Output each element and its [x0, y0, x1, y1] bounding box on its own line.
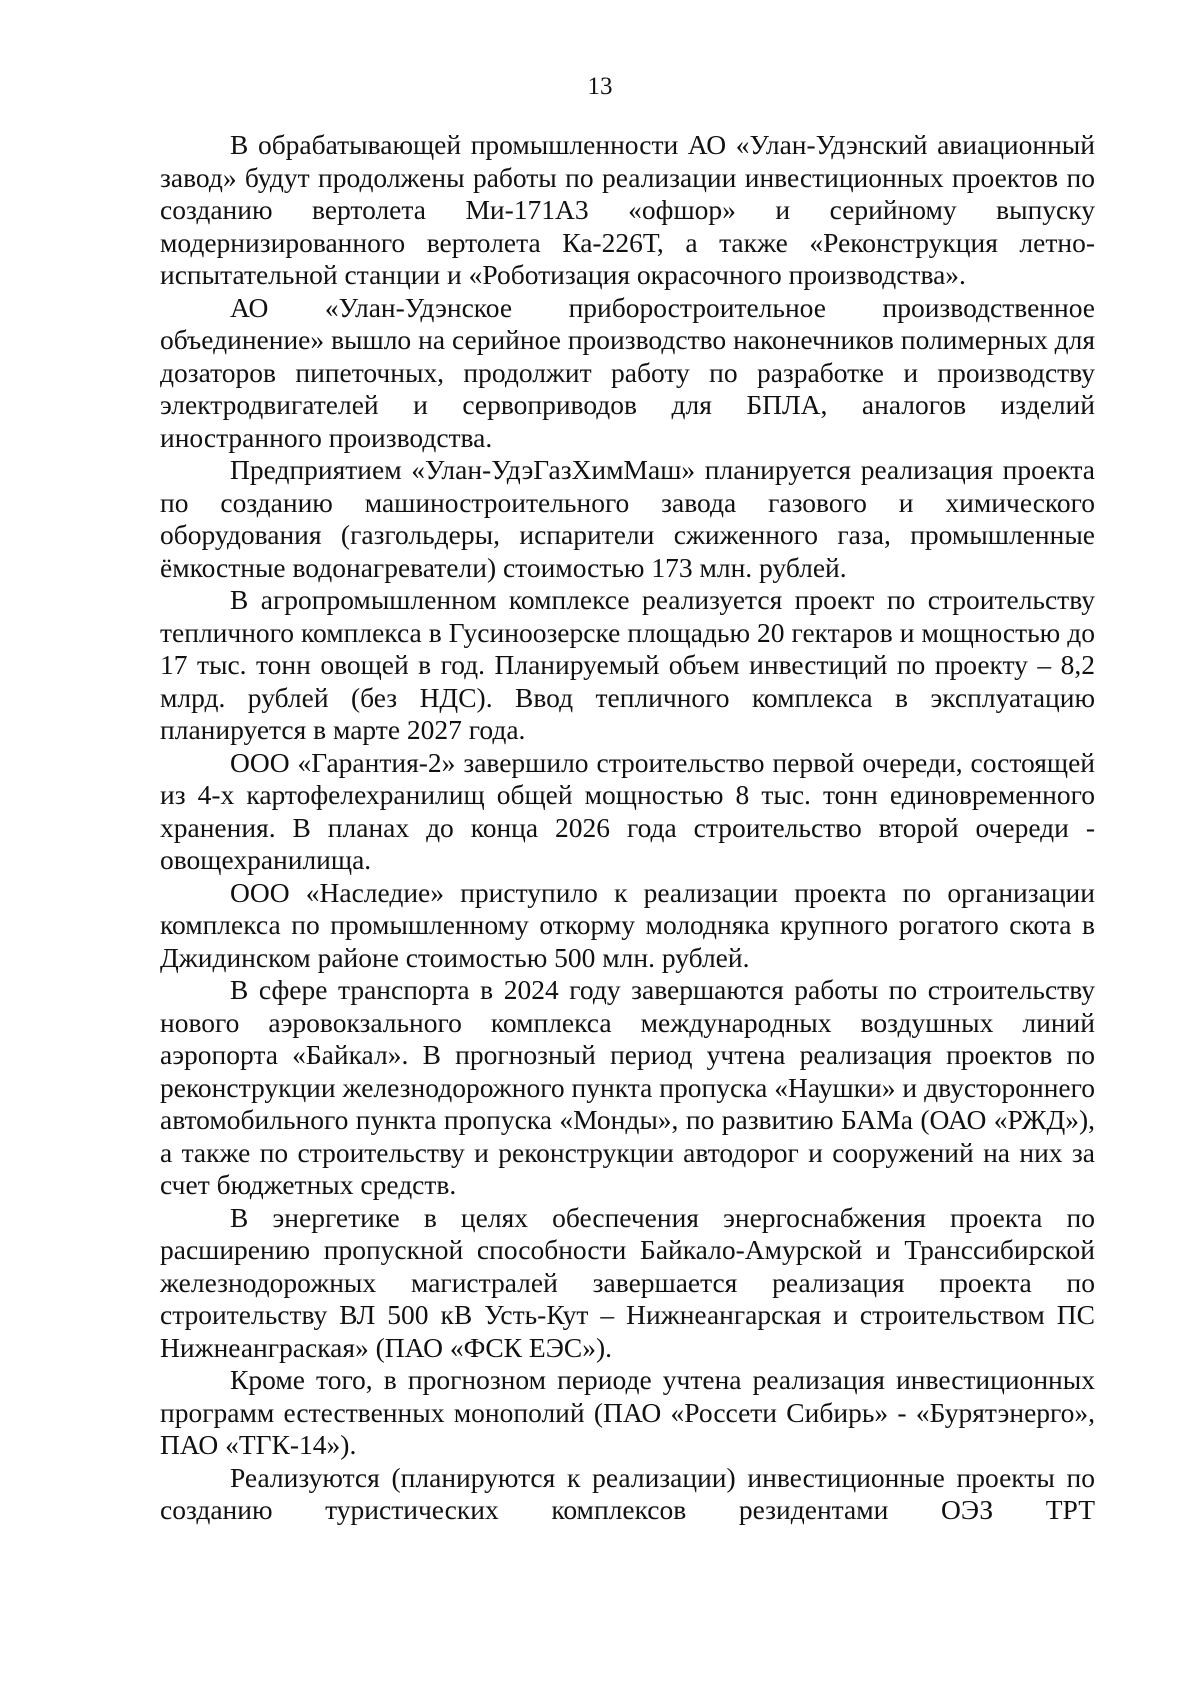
document-body — [160, 129, 1095, 1527]
paragraph-instrument-plant: АО «Улан-Удэнское приборостроительное производственное объединение» вышло на серийное производство наконечников полимерных для дозаторов пипеточных, продолжит работу по разработке и производству электродвигателей и сервоприводов для БПЛА, аналогов изделий иностранного производства. — [160, 291, 1095, 453]
paragraph-gas-chemical-machinery: Предприятием «Улан-УдэГазХимМаш» планируется реализация проекта по созданию машиностроительного завода газового и химического оборудования (газгольдеры, испарители сжиженного газа, промышленные ёмкостные водонагреватели) стоимостью 173 млн. рублей. — [160, 454, 1095, 583]
paragraph-potato-storage: ООО «Гарантия-2» завершило строительство первой очереди, состоящей из 4-х картофелехранилищ общей мощностью 8 тыс. тонн единовременного хранения. В планах до конца 2026 года строительство второй очереди - овощехранилища. — [160, 746, 1095, 875]
paragraph-agro-greenhouse: В агропромышленном комплексе реализуется проект по строительству тепличного комплекса в Гусиноозерске площадью 20 гектаров и мощностью до 17 тыс. тонн овощей в год. Планируемый объем инвестиций по проекту – 8,2 млрд. рублей (без НДС). Ввод тепличного комплекса в эксплуатацию планируется в марте 2027 года. — [160, 584, 1095, 745]
paragraph-monopolies: Кроме того, в прогнозном периоде учтена реализация инвестиционных программ естественных монополий (ПАО «Россети Сибирь» - «Бурятэнерго», ПАО «ТГК-14»). — [160, 1364, 1095, 1460]
paragraph-tourism: Реализуются (планируются к реализации) инвестиционные проекты по созданию туристических комплексов резидентами ОЭЗ ТРТ — [160, 1461, 1095, 1525]
paragraph-transport: В сфере транспорта в 2024 году завершаются работы по строительству нового аэровокзального комплекса международных воздушных линий аэропорта «Байкал». В прогнозный период учтена реализация проектов по реконструкции железнодорожного пункта пропуска «Наушки» и двустороннего автомобильного пункта пропуска «Монды», по развитию БАМа (ОАО «РЖД»), а также по строительству и реконструкции автодорог и сооружений на них за счет бюджетных средств. — [160, 974, 1095, 1200]
paragraph-aviation-plant: В обрабатывающей промышленности АО «Улан-Удэнский авиационный завод» будут продолжены работы по реализации инвестиционных проектов по созданию вертолета Ми-171А3 «офшор» и серийному выпуску модернизированного вертолета Ка-226Т, а также «Реконструкция летно-испытательной станции и «Роботизация окрасочного производства». — [160, 129, 1095, 290]
page-number: 13 — [587, 73, 613, 100]
paragraph-energy: В энергетике в целях обеспечения энергоснабжения проекта по расширению пропускной способности Байкало-Амурской и Транссибирской железнодорожных магистралей завершается реализация проекта по строительству ВЛ 500 кВ Усть-Кут – Нижнеангарская и строительством ПС Нижнеанграская» (ПАО «ФСК ЕЭС»). — [160, 1201, 1095, 1363]
paragraph-cattle-complex: ООО «Наследие» приступило к реализации проекта по организации комплекса по промышленному откорму молодняка крупного рогатого скота в Джидинском районе стоимостью 500 млн. рублей. — [160, 876, 1095, 973]
